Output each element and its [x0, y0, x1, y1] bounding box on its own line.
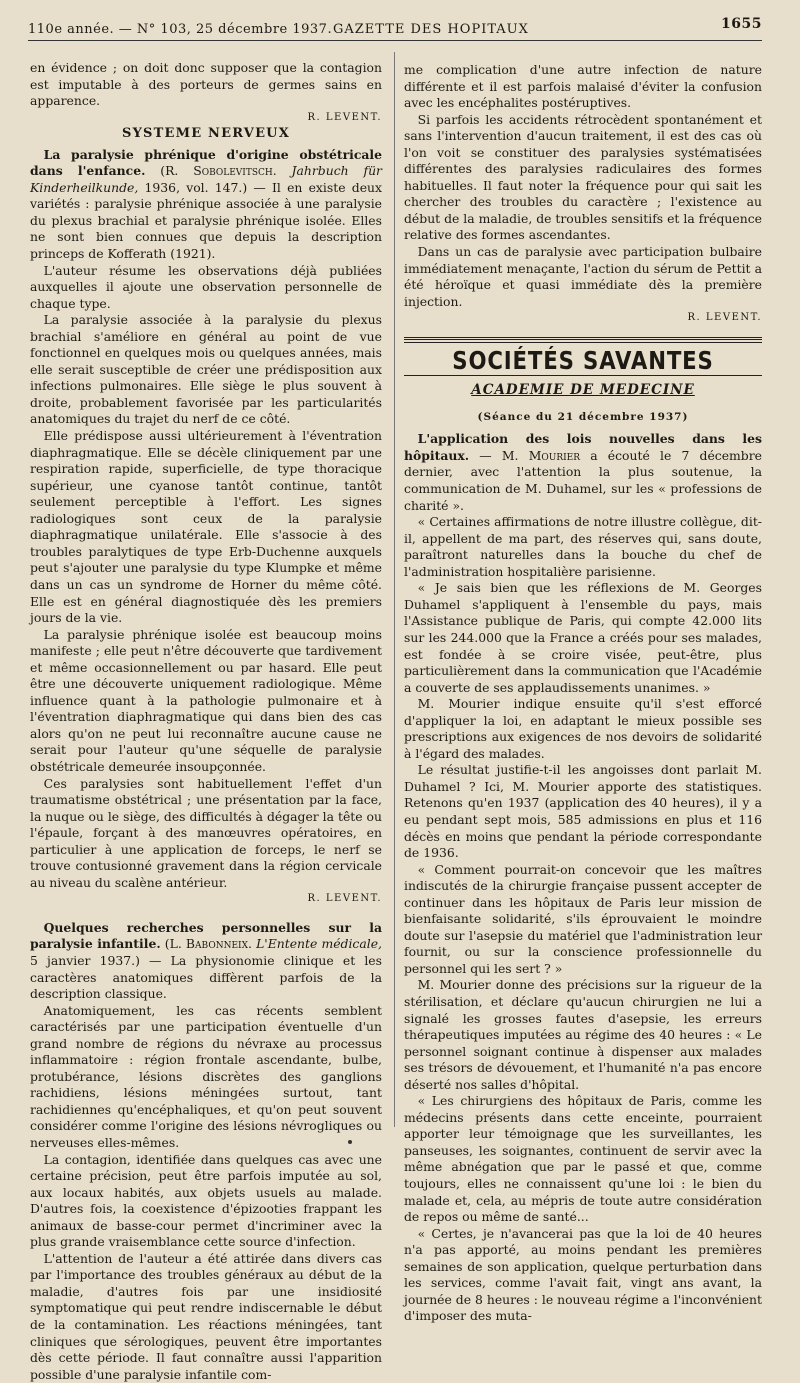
paragraph: M. Mourier indique ensuite qu'il s'est efforcé d'appliquer la loi, en adaptant le mieux possible ses prescriptions aux exigences de nos devoirs de solidarité à l'égard des malades.	[404, 696, 762, 761]
paragraph: me complication d'une autre infection de nature différente et il est parfois malaisé d'éviter la confusion avec les encéphalites postéruptives.	[404, 62, 762, 111]
section-rule	[404, 342, 762, 343]
paragraph: Le résultat justifie-t-il les angoisses dont parlait M. Duhamel ? Ici, M. Mourier apporte des statistiques. Retenons qu'en 1937 (application des 40 heures), il y a eu pendant sept mois, 585 admissions en plus et 116 décès en moins que pendant la période correspondante de 1936.	[404, 762, 762, 861]
article-intro	[30, 920, 382, 1003]
speaker-name: Mourier	[528, 447, 581, 463]
paragraph: L'attention de l'auteur a été attirée dans divers cas par l'importance des troubles généraux au début de la maladie, d'autres fois par une insidiosité symptomatique qui peut rendre indiscernable le début de la contamination. Les réactions méningées, tant cliniques que sérologiques, peuvent être importantes dès cette période. Il faut connaître aussi l'apparition possible d'une paralysie infantile com-	[30, 1250, 382, 1382]
article-ref-journal: L'Entente médicale,	[256, 936, 382, 952]
article-title: L'application des lois nouvelles dans les hôpitaux.	[404, 431, 762, 463]
author-signature: R. LEVENT.	[307, 111, 382, 123]
article-ref-author: (R. Sobolevitsch.	[160, 163, 277, 179]
paragraph: « Je sais bien que les réflexions de M. Georges Duhamel s'appliquent à l'ensemble du pays, mais l'Assistance publique de Paris, qui compte 42.000 lits sur les 244.000 que la France a créés pour ses malades, est fondée à se croire visée, peut-être, plus particulièrement dans la communication que l'Académie a couverte de ses applaudissements unanimes. »	[404, 580, 762, 695]
article-title: La paralysie phrénique d'origine obstétricale dans l'enfance.	[30, 146, 382, 179]
article-lead: — M.	[479, 447, 519, 463]
paragraph: Dans un cas de paralysie avec participation bulbaire immédiatement menaçante, l'action du sérum de Pettit a été héroïque et quasi immédiate dès la première injection.	[404, 244, 762, 309]
section-rule	[404, 375, 762, 376]
paragraph: M. Mourier donne des précisions sur la rigueur de la stérilisation, et déclare qu'aucun chirurgien ne lui a signalé les grosses fautes d'asepsie, les erreurs thérapeutiques imputées au régime des 40 heures : « Le personnel soignant continue à dispenser aux malades ses trésors de dévouement, et l'humanité n'a pas encore déserté nos salles d'hôpital.	[404, 977, 762, 1092]
paragraph: La paralysie associée à la paralysie du plexus brachial s'améliore en général au point de vue fonctionnel en quelques mois ou quelques années, mais elle serait susceptible de créer une prédisposition aux infections pulmonaires. Elle siège le plus souvent à droite, probablement favorisée par les particularités anatomiques du trajet du nerf de ce côté.	[30, 312, 382, 427]
journal-title: GAZETTE DES HOPITAUX	[333, 22, 529, 37]
issue-info: 110e année. — N° 103, 25 décembre 1937.	[28, 22, 333, 37]
paragraph: Si parfois les accidents rétrocèdent spontanément et sans l'intervention d'aucun traitement, il est des cas où l'on voit se constituer des paralysies systématisées différentes des paralysies radiculaires des formes habituelles. Il faut noter la fréquence pour qui sait les chercher des troubles du caractère ; l'existence au début de la maladie, de troubles sensitifs et la fréquence relative des formes ascendantes.	[404, 111, 762, 243]
article-ref-journal: Jahrbuch für Kinderheilkunde,	[30, 163, 382, 195]
section-banner: SOCIÉTÉS SAVANTES	[452, 345, 714, 375]
paragraph: L'auteur résume les observations déjà publiées auxquelles il ajoute une observation personnelle de chaque type.	[30, 262, 382, 311]
article-intro	[30, 147, 382, 263]
header-rule	[28, 40, 762, 41]
session-date: (Séance du 21 décembre 1937)	[477, 410, 689, 423]
paragraph: « Certaines affirmations de notre illustre collègue, dit-il, appellent de ma part, des réserves qui, sans doute, paraîtront naturelles dans la bouche du chef de l'administration hospitalière parisienne.	[404, 514, 762, 579]
society-heading: ACADEMIE DE MEDECINE	[471, 382, 695, 399]
article-ref-text: 5 janvier 1937.) — La physionomie clinique et les caractères anatomiques diffèrent parfois de la description classique.	[30, 952, 382, 1002]
paragraph: Anatomiquement, les cas récents semblent caractérisés par une participation éventuelle d'un grand nombre de régions du névraxe au processus inflammatoire : région frontale ascendante, bulbe, protubérance, lésions discrètes des ganglions rachidiens, lésions méningées surtout, tant rachidiennes qu'encéphaliques, et qu'on peut souvent considérer comme l'origine des lésions névrogliques ou nerveuses elles-mêmes.	[30, 1002, 382, 1150]
section-rule	[404, 337, 762, 340]
paragraph: en évidence ; on doit donc supposer que la contagion est imputable à des porteurs de germes sains en apparence.	[30, 60, 382, 109]
print-mark	[348, 1140, 352, 1144]
left-column	[30, 60, 382, 1383]
paragraph: Elle prédispose aussi ultérieurement à l'éventration diaphragmatique. Elle se décèle cliniquement par une respiration rapide, superficielle, de type thoracique supérieur, une cyanose tantôt continue, tantôt seulement perceptible à l'effort. Les signes radiologiques sont ceux de la paralysie diaphragmatique unilatérale. Elle s'associe à des troubles paralytiques de type Erb-Duchenne auxquels peut s'ajouter une paralysie du type Klumpke et même dans un cas un syndrome de Horner du même côté. Elle est en général diagnostiquée dès les premiers jours de la vie.	[30, 428, 382, 626]
right-column	[404, 62, 762, 1325]
paragraph: Ces paralysies sont habituellement l'effet d'un traumatisme obstétrical ; une présentation par la face, la nuque ou le siège, des difficultés à dégager la tête ou l'épaule, forçant à des manœuvres opératoires, en particulier à une application de forceps, le nerf se trouve contusionné gravement dans la région cervicale au niveau du scalène antérieur.	[30, 775, 382, 890]
article-intro	[404, 431, 762, 514]
article-title: Quelques recherches personnelles sur la paralysie infantile.	[30, 919, 382, 952]
paragraph: « Certes, je n'avancerai pas que la loi de 40 heures n'a pas apporté, au moins pendant les premières semaines de son application, quelque perturbation dans les services, comme l'avait fait, vingt ans avant, la journée de 8 heures : le nouveau régime a l'inconvénient d'imposer des muta-	[404, 1225, 762, 1324]
article-ref-author: (L. Babonneix.	[164, 936, 252, 952]
paragraph: « Comment pourrait-on concevoir que les maîtres indiscutés de la chirurgie française pussent accepter de continuer dans les hôpitaux de Paris leur mission de bienfaisante solidarité, s'ils éprouvaient le moindre doute sur l'asepsie du matériel que l'administration leur fournit, ou sur la conscience professionnelle du personnel qui les sert ? »	[404, 861, 762, 976]
paragraph: « Les chirurgiens des hôpitaux de Paris, comme les médecins présents dans cette enceinte, pourraient apporter leur témoignage que les surveillantes, les panseuses, les soignantes, continuent de servir avec la même abnégation que par le passé et que, comme toujours, elles ne connaissent qu'une loi : le bien du malade et, cela, au mépris de toute autre considération de repos ou même de santé...	[404, 1093, 762, 1225]
paragraph: La contagion, identifiée dans quelques cas avec une certaine précision, peut être parfois imputée au sol, aux locaux habités, aux objets usuels au malade. D'autres fois, la coexistence d'épizooties frappant les animaux de basse-cour permet d'incriminer avec la plus grande vraisemblance cette source d'infection.	[30, 1151, 382, 1250]
page-number: 1655	[721, 16, 762, 32]
column-divider	[394, 52, 395, 1127]
author-signature: R. LEVENT.	[687, 312, 762, 324]
article-ref-text: 1936, vol. 147.) — Il en existe deux variétés : paralysie phrénique associée à une paralysie du plexus brachial et paralysie phrénique isolée. Elles ne sont bien connues que depuis la description princeps de Kofferath (1921).	[30, 179, 382, 262]
paragraph: La paralysie phrénique isolée est beaucoup moins manifeste ; elle peut n'être découverte que tardivement et même occasionnellement ou par hasard. Elle peut être une découverte uniquement radiologique. Même influence quant à la pathologie pulmonaire et à l'éventration diaphragmatique qui dans bien des cas alors qu'on ne peut lui reconnaître aucune cause ne serait pour l'auteur qu'une séquelle de paralysie obstétricale demeurée insoupçonnée.	[30, 626, 382, 774]
author-signature: R. LEVENT.	[307, 893, 382, 905]
article-text: a écouté le 7 décembre dernier, avec l'attention la plus soutenue, la communication de M. Duhamel, sur les « professions de charité ».	[404, 447, 762, 513]
section-heading: SYSTEME NERVEUX	[121, 126, 290, 142]
